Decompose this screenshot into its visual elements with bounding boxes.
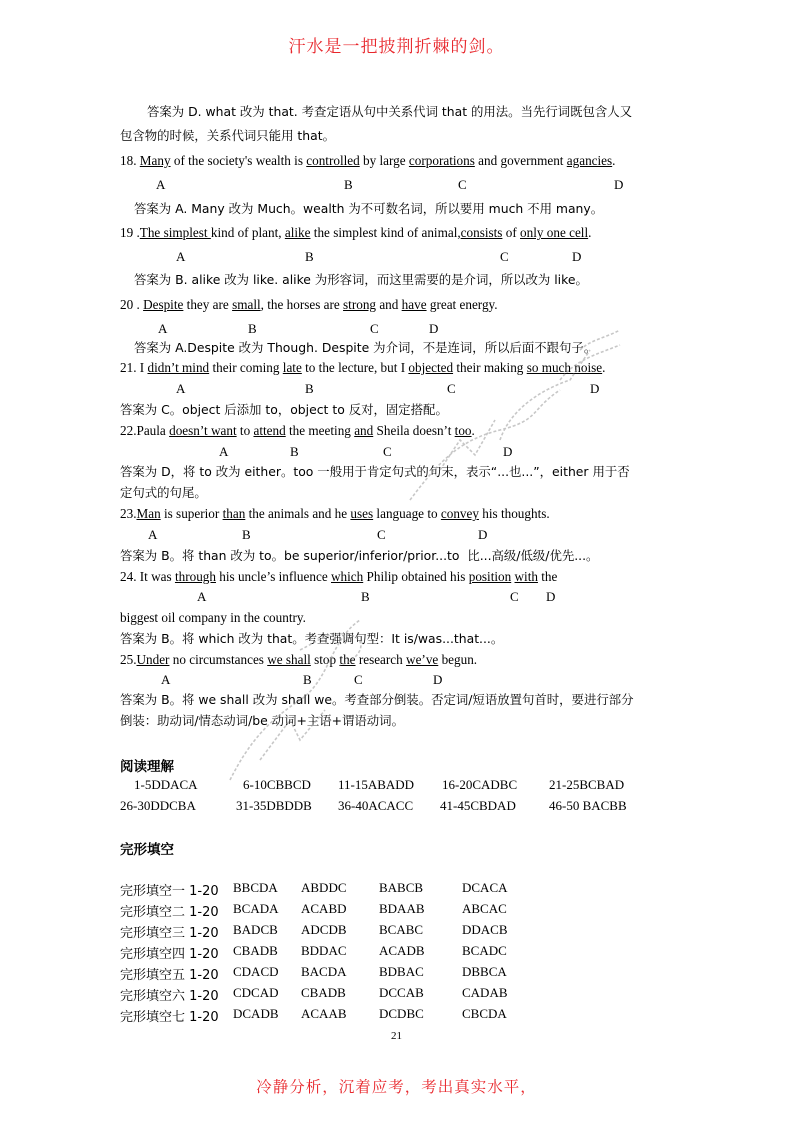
question-18: 18. Many of the society's wealth is controlled by large corporations and government agancies. [120, 153, 616, 168]
cloze-answer-group: BCADA [233, 901, 279, 916]
answer-21: 答案为 C。object 后添加 to，object to 反对，固定搭配。 [120, 402, 448, 417]
option-d: D [546, 589, 556, 604]
question-24-continued: biggest oil company in the country. [120, 610, 306, 625]
cloze-answer-group: DCADB [233, 1006, 279, 1021]
option-b: B [242, 527, 251, 542]
cloze-answer-group: BACDA [301, 964, 347, 979]
option-d: D [614, 177, 624, 192]
option-c: C [370, 321, 379, 336]
cloze-answer-group: BCADC [462, 943, 507, 958]
answer-25-line-1: 答案为 B。将 we shall 改为 shall we。考查部分倒装。否定词/短语放置句首时，要进行部分 [120, 692, 634, 707]
answer-22-line-1: 答案为 D，将 to 改为 either。too 一般用于肯定句式的句末，表示“...也...”，either 用于否 [120, 464, 630, 479]
intro-line-1: 答案为 D. what 改为 that. 考查定语从句中关系代词 that 的用法。当先行词既包含人又 [147, 104, 633, 119]
answer-25-line-2: 倒装：助动词/情态动词/be 动词+主语+谓语动词。 [120, 713, 404, 728]
cloze-answer-group: ACADB [379, 943, 425, 958]
cloze-answer-group: CDCAD [233, 985, 279, 1000]
cloze-row-label: 完形填空四 1-20 [120, 947, 219, 962]
answer-23: 答案为 B。将 than 改为 to。be superior/inferior/prior...to 比...高级/低级/优先...。 [120, 548, 599, 563]
reading-answer-group: 36-40ACACC [338, 798, 414, 813]
cloze-answer-group: BDDAC [301, 943, 347, 958]
option-d: D [433, 672, 443, 687]
option-b: B [361, 589, 370, 604]
cloze-answer-group: DCCAB [379, 985, 424, 1000]
cloze-section-title: 完形填空 [120, 842, 174, 858]
page-footer-motto: 冷静分析，沉着应考，考出真实水平， [256, 1078, 537, 1096]
option-b: B [305, 381, 314, 396]
cloze-answer-group: CBADB [233, 943, 278, 958]
cloze-answer-group: BDBAC [379, 964, 424, 979]
option-a: A [148, 527, 158, 542]
option-a: A [219, 444, 229, 459]
question-19: 19 .The simplest kind of plant, alike the simplest kind of animal,consists of only one cell. [120, 225, 592, 240]
option-c: C [510, 589, 519, 604]
cloze-answer-group: DBBCA [462, 964, 507, 979]
cloze-answer-group: DCACA [462, 880, 508, 895]
reading-answer-group: 26-30DDCBA [120, 798, 196, 813]
question-21: 21. I didn’t mind their coming late to the lecture, but I objected their making so much noise. [120, 360, 606, 375]
reading-answer-group: 41-45CBDAD [440, 798, 516, 813]
cloze-row-label: 完形填空六 1-20 [120, 989, 219, 1004]
cloze-answer-group: CADAB [462, 985, 508, 1000]
option-a: A [161, 672, 171, 687]
reading-answer-group: 21-25BCBAD [549, 777, 625, 792]
reading-answer-group: 1-5DDACA [134, 777, 198, 792]
option-c: C [500, 249, 509, 264]
cloze-row-label: 完形填空一 1-20 [120, 884, 219, 899]
option-d: D [572, 249, 582, 264]
question-22: 22.Paula doesn’t want to attend the meeting and Sheila doesn’t too. [120, 423, 475, 438]
answer-19: 答案为 B. alike 改为 like. alike 为形容词，而这里需要的是介词，所以改为 like。 [134, 272, 588, 287]
question-24: 24. It was through his uncle’s influence which Philip obtained his position with the [120, 569, 558, 584]
option-c: C [354, 672, 363, 687]
cloze-answer-group: ACABD [301, 901, 347, 916]
cloze-answer-group: DCDBC [379, 1006, 424, 1021]
option-b: B [290, 444, 299, 459]
cloze-answer-group: CBADB [301, 985, 346, 1000]
question-23: 23.Man is superior than the animals and he uses language to convey his thoughts. [120, 506, 550, 521]
cloze-answer-group: ABDDC [301, 880, 347, 895]
cloze-answer-group: BCABC [379, 922, 424, 937]
option-c: C [377, 527, 386, 542]
reading-section-title: 阅读理解 [120, 759, 174, 775]
answer-24: 答案为 B。将 which 改为 that。考查强调句型：It is/was...that...。 [120, 631, 504, 646]
option-a: A [176, 249, 186, 264]
answer-22-line-2: 定句式的句尾。 [120, 485, 207, 500]
reading-answer-group: 46-50 BACBB [549, 798, 627, 813]
cloze-row-label: 完形填空二 1-20 [120, 905, 219, 920]
reading-answer-group: 11-15ABADD [338, 777, 415, 792]
option-a: A [197, 589, 207, 604]
option-d: D [478, 527, 488, 542]
cloze-answer-group: ABCAC [462, 901, 507, 916]
option-b: B [303, 672, 312, 687]
option-d: D [429, 321, 439, 336]
reading-answer-group: 31-35DBDDB [236, 798, 312, 813]
cloze-answer-group: CBCDA [462, 1006, 507, 1021]
option-d: D [503, 444, 513, 459]
option-a: A [156, 177, 166, 192]
option-c: C [447, 381, 456, 396]
cloze-answer-group: BADCB [233, 922, 278, 937]
answer-18: 答案为 A. Many 改为 Much。wealth 为不可数名词，所以要用 much 不用 many。 [134, 201, 604, 216]
cloze-answer-group: BBCDA [233, 880, 278, 895]
cloze-answer-group: ACAAB [301, 1006, 347, 1021]
page-header-motto: 汗水是一把披荆折棘的剑。 [288, 37, 505, 57]
question-20: 20 . Despite they are small, the horses are strong and have great energy. [120, 297, 498, 312]
option-b: B [305, 249, 314, 264]
option-a: A [176, 381, 186, 396]
option-a: A [158, 321, 168, 336]
reading-answer-group: 16-20CADBC [442, 777, 518, 792]
cloze-answer-group: BABCB [379, 880, 424, 895]
cloze-answer-group: CDACD [233, 964, 279, 979]
question-25: 25.Under no circumstances we shall stop the research we’ve begun. [120, 652, 478, 667]
option-b: B [344, 177, 353, 192]
cloze-answer-group: DDACB [462, 922, 508, 937]
cloze-answer-group: BDAAB [379, 901, 425, 916]
cloze-row-label: 完形填空三 1-20 [120, 926, 219, 941]
reading-answer-group: 6-10CBBCD [243, 777, 311, 792]
cloze-row-label: 完形填空七 1-20 [120, 1010, 219, 1025]
cloze-row-label: 完形填空五 1-20 [120, 968, 219, 983]
option-c: C [458, 177, 467, 192]
option-b: B [248, 321, 257, 336]
option-d: D [590, 381, 600, 396]
option-c: C [383, 444, 392, 459]
answer-20: 答案为 A.Despite 改为 Though. Despite 为介词，不是连词，所以后面不跟句子。 [134, 340, 597, 355]
page-number: 21 [391, 1030, 402, 1042]
intro-line-2: 包含物的时候，关系代词只能用 that。 [120, 128, 335, 143]
cloze-answer-group: ADCDB [301, 922, 347, 937]
